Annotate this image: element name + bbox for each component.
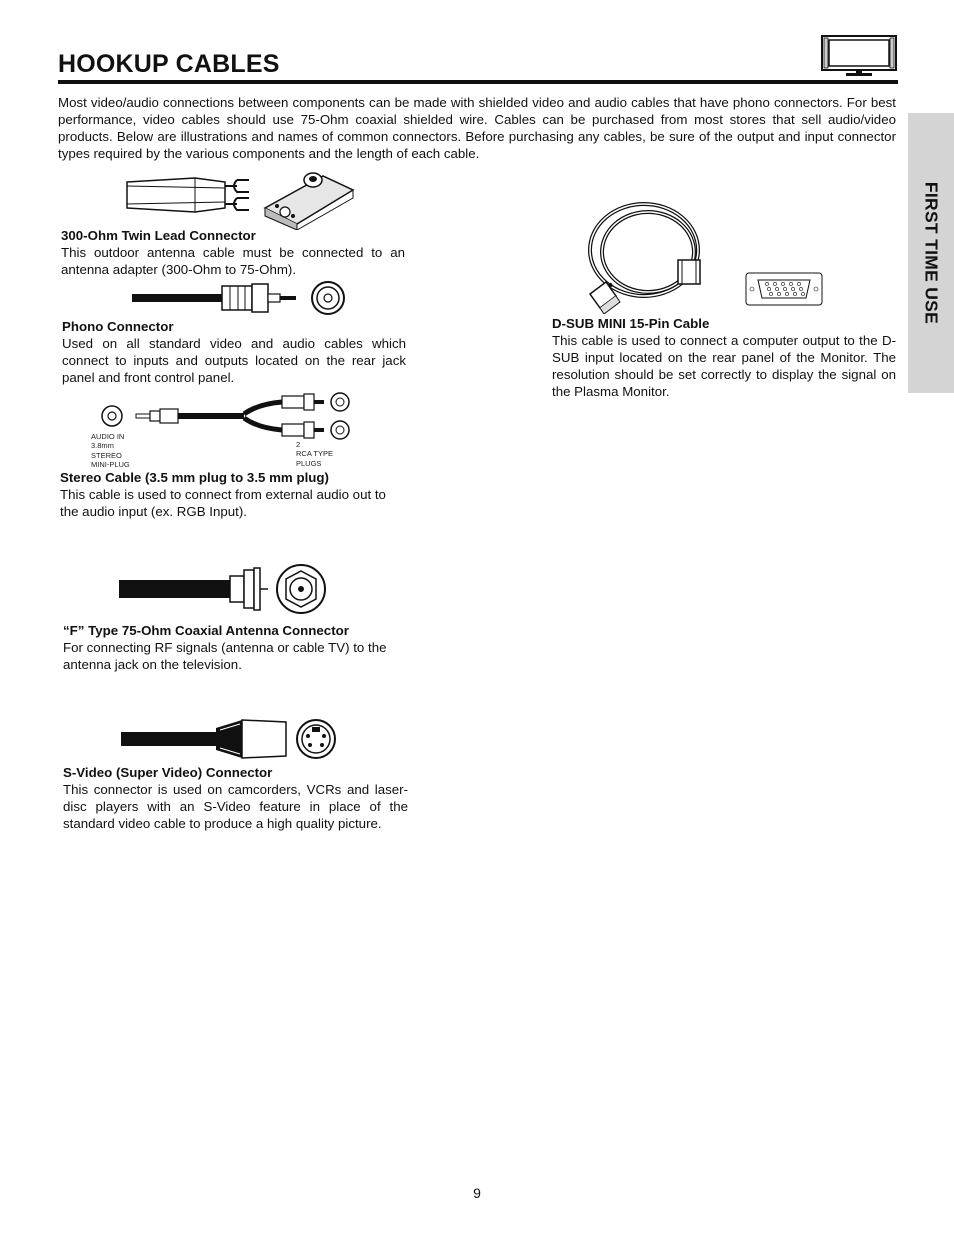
- phono-body: Used on all standard video and audio cables which connect to inputs and outputs located on the rear jack panel and front control panel.: [62, 336, 406, 385]
- stereo-section: [60, 469, 408, 520]
- f-type-section: [63, 622, 408, 673]
- side-tab-label: FIRST TIME USE: [921, 181, 942, 325]
- stereo-label-left: [91, 432, 130, 469]
- stereo-label-right-line: RCA TYPE: [296, 449, 333, 459]
- svideo-body: This connector is used on camcorders, VCRs and laser-disc players with an S-Video feature in place of the standard video cable to produce a high quality picture.: [63, 782, 408, 831]
- stereo-body: This cable is used to connect from external audio out to the audio input (ex. RGB Input).: [60, 487, 386, 519]
- stereo-label-left-line: 3.8mm: [91, 441, 114, 451]
- stereo-label-left-line: MINI-PLUG: [91, 459, 130, 469]
- svideo-connector-illustration: [120, 714, 338, 762]
- f-type-connector-illustration: [118, 562, 330, 616]
- dsub-cable-illustration: [582, 198, 826, 314]
- intro-paragraph: Most video/audio connections between components can be made with shielded video and audio cables that have phono connectors. For best performance, video cables should use 75-Ohm coaxial shielded wire. Cables can be purchased from most stores that sell audio/video products. Below are illustrations and names of common connectors. Before purchasing any cables, be sure of the output and input connector types required by the various components and the length of each cable.: [58, 95, 896, 161]
- twin-lead-illustration: [125, 168, 355, 230]
- stereo-label-right: [296, 440, 333, 468]
- phono-connector-illustration: [130, 280, 352, 318]
- twin-lead-section: [61, 227, 405, 278]
- title-rule: [58, 80, 898, 84]
- dsub-heading: D-SUB MINI 15-Pin Cable: [552, 316, 710, 331]
- f-type-body: For connecting RF signals (antenna or cable TV) to the antenna jack on the television.: [63, 640, 387, 672]
- f-type-heading: “F” Type 75-Ohm Coaxial Antenna Connector: [63, 623, 349, 638]
- tv-monitor-icon: [820, 34, 898, 78]
- svideo-heading: S-Video (Super Video) Connector: [63, 765, 273, 780]
- dsub-section: [552, 315, 896, 400]
- page-title: HOOKUP CABLES: [58, 50, 280, 78]
- page-number: 9: [473, 1185, 481, 1201]
- svideo-section: [63, 764, 408, 832]
- side-tab: [908, 113, 954, 393]
- stereo-label-right-line: PLUGS: [296, 458, 322, 468]
- twin-lead-body: This outdoor antenna cable must be connected to an antenna adapter (300-Ohm to 75-Ohm).: [61, 245, 405, 277]
- dsub-body: This cable is used to connect a computer output to the D-SUB input located on the rear panel of the Monitor. The resolution should be set correctly to display the signal on the Plasma Monitor.: [552, 333, 896, 399]
- stereo-label-left-line: STEREO: [91, 450, 122, 460]
- phono-section: [62, 318, 406, 386]
- stereo-label-left-line: AUDIO IN: [91, 432, 125, 441]
- stereo-label-right-line: 2: [296, 440, 301, 449]
- twin-lead-heading: 300-Ohm Twin Lead Connector: [61, 228, 256, 243]
- phono-heading: Phono Connector: [62, 319, 174, 334]
- stereo-heading: Stereo Cable (3.5 mm plug to 3.5 mm plug): [60, 470, 329, 485]
- stereo-cable-illustration: [98, 390, 354, 440]
